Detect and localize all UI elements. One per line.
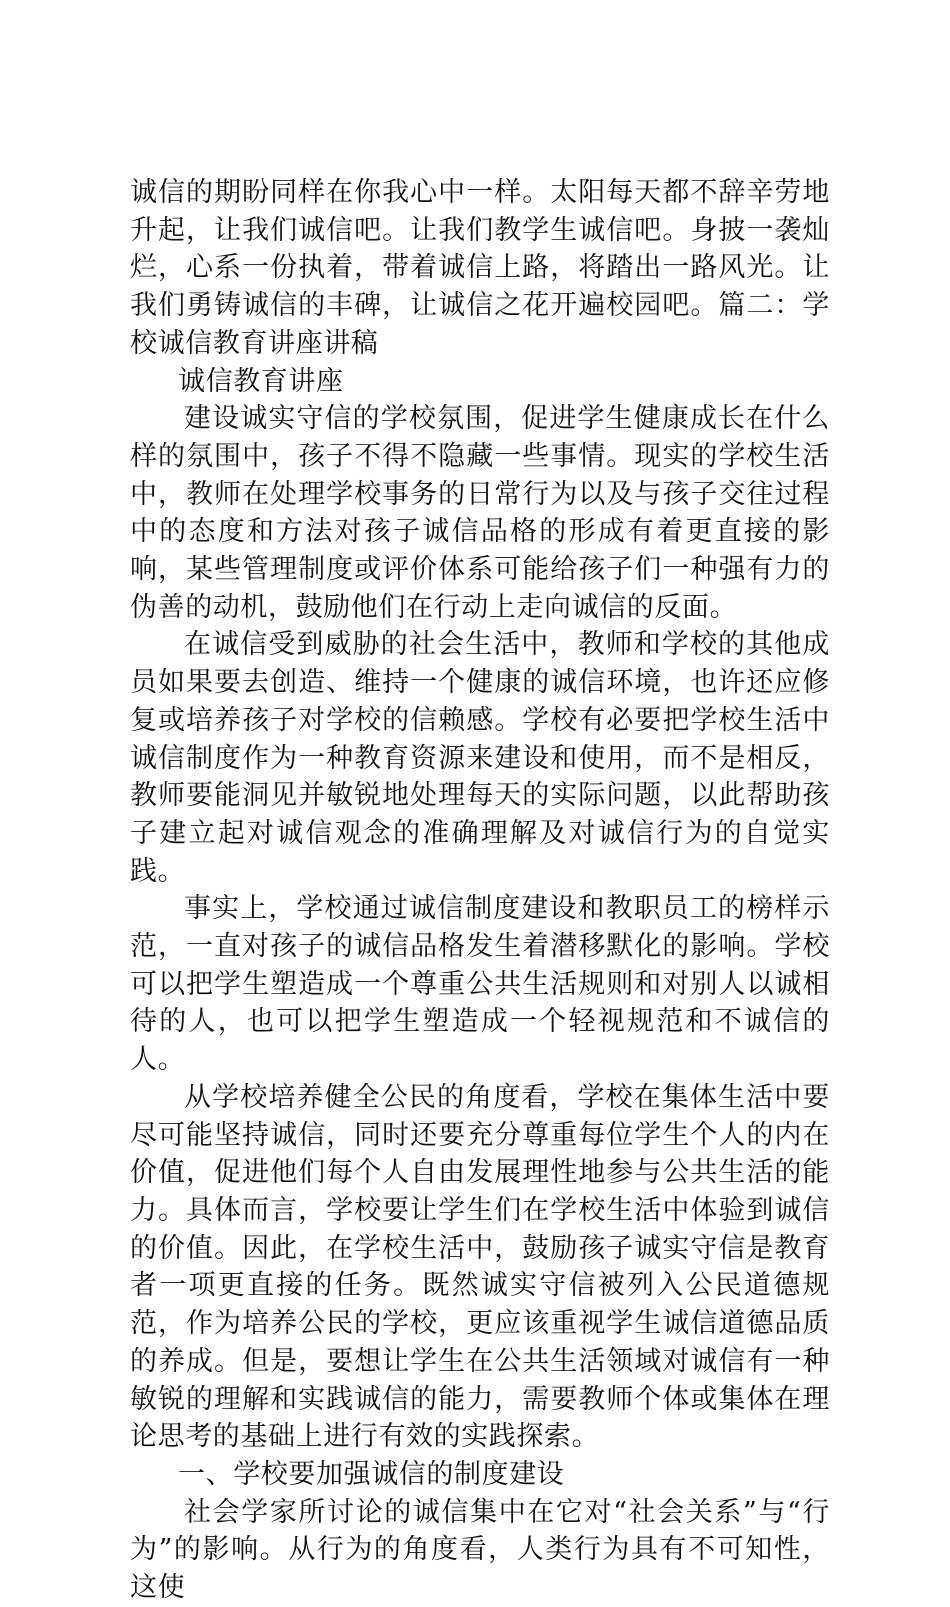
document-body: [130, 174, 830, 1607]
section-title: 诚信教育讲座: [178, 365, 344, 397]
section-heading: 一、学校要加强诚信的制度建设: [178, 1458, 565, 1490]
paragraph: 从学校培养健全公民的角度看，学校在集体生活中要尽可能坚持诚信，同时还要充分尊重每位学生个人的内在价值，促进他们每个人自由发展理性地参与公共生活的能力。具体而言，学校要让学生们在学校生活中体验到诚信的价值。因此，在学校生活中，鼓励孩子诚实守信是教育者一项更直接的任务。既然诚实守信被列入公民道德规范，作为培养公民的学校，更应该重视学生诚信道德品质的养成。但是，要想让学生在公共生活领域对诚信有一种敏锐的理解和实践诚信的能力，需要教师个体或集体在理论思考的基础上进行有效的实践探索。: [130, 1081, 830, 1453]
paragraph: 在诚信受到威胁的社会生活中，教师和学校的其他成员如果要去创造、维持一个健康的诚信环境，也许还应修复或培养孩子对学校的信赖感。学校有必要把学校生活中诚信制度作为一种教育资源来建设和使用，而不是相反，教师要能洞见并敏锐地处理每天的实际问题，以此帮助孩子建立起对诚信观念的准确理解及对诚信行为的自觉实践。: [130, 629, 830, 887]
paragraph-continuation: 诚信的期盼同样在你我心中一样。太阳每天都不辞辛劳地升起，让我们诚信吧。让我们教学生诚信吧。身披一袭灿烂，心系一份执着，带着诚信上路，将踏出一路风光。让我们勇铸诚信的丰碑，让诚信之花开遍校园吧。篇二：学校诚信教育讲座讲稿: [130, 177, 830, 359]
paragraph: 建设诚实守信的学校氛围，促进学生健康成长在什么样的氛围中，孩子不得不隐藏一些事情。现实的学校生活中，教师在处理学校事务的日常行为以及与孩子交往过程中的态度和方法对孩子诚信品格的形成有着更直接的影响，某些管理制度或评价体系可能给孩子们一种强有力的伪善的动机，鼓励他们在行动上走向诚信的反面。: [130, 403, 830, 623]
paragraph: 社会学家所讨论的诚信集中在它对“社会关系”与“行为”的影响。从行为的角度看，人类行为具有不可知性，这使: [130, 1496, 830, 1604]
paragraph: 事实上，学校通过诚信制度建设和教职员工的榜样示范，一直对孩子的诚信品格发生着潜移默化的影响。学校可以把学生塑造成一个尊重公共生活规则和对别人以诚相待的人，也可以把学生塑造成一个轻视规范和不诚信的人。: [130, 893, 830, 1076]
